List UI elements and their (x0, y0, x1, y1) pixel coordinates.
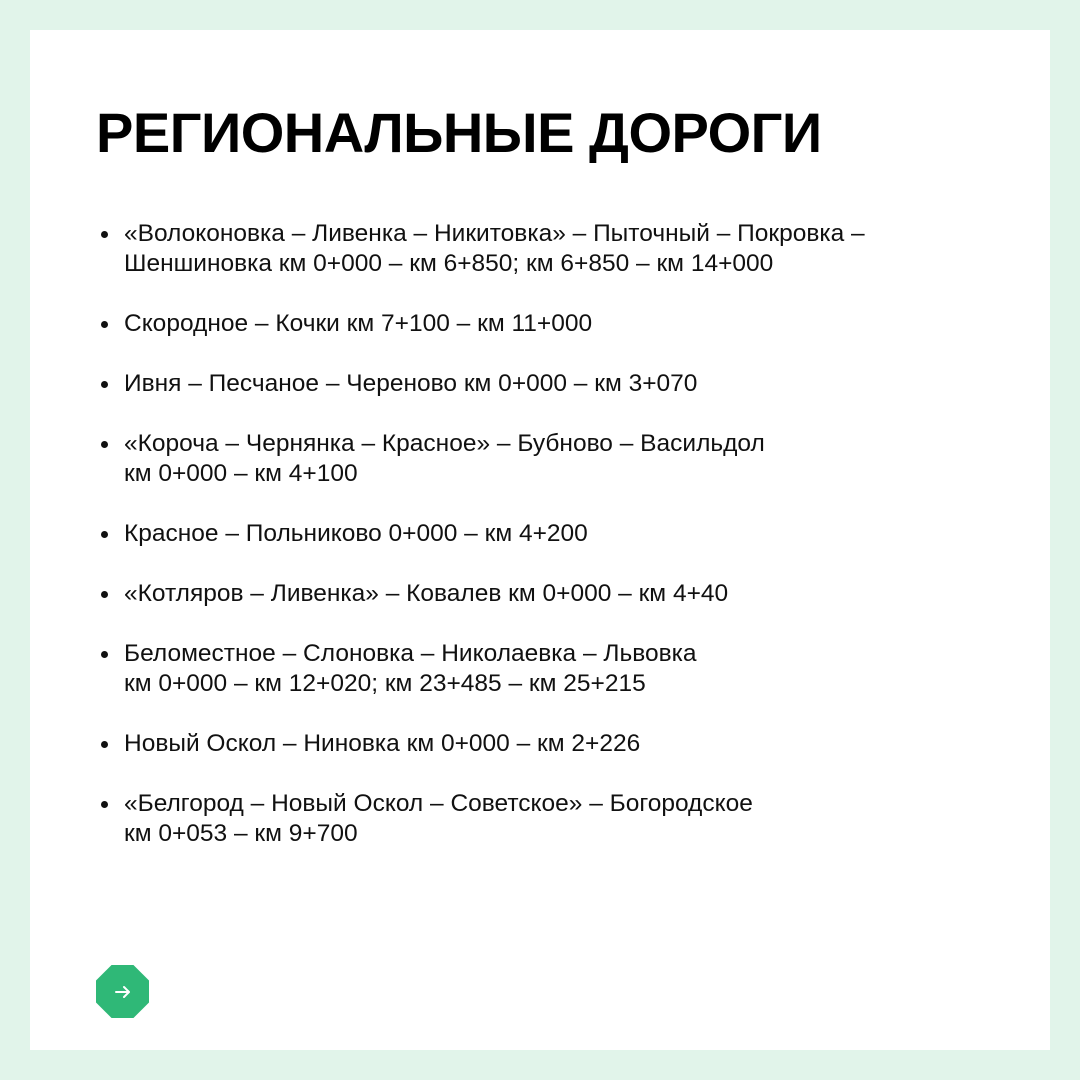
bullet-icon (101, 651, 108, 658)
road-text-line: Скородное – Кочки км 7+100 – км 11+000 (124, 310, 593, 337)
bullet-icon (101, 801, 108, 808)
list-item (124, 639, 1024, 699)
bullet-icon (101, 321, 108, 328)
road-text-line: Шеншиновка км 0+000 – км 6+850; км 6+850 – км 14+000 (124, 250, 774, 277)
road-text-line: км 0+000 – км 12+020; км 23+485 – км 25+215 (124, 670, 646, 697)
road-text-line: км 0+053 – км 9+700 (124, 820, 358, 847)
road-text-line: «Короча – Чернянка – Красное» – Бубново – Васильдол (124, 430, 765, 457)
bullet-icon (101, 441, 108, 448)
bullet-icon (101, 531, 108, 538)
list-item (124, 579, 1024, 609)
road-text-line: Красное – Польниково 0+000 – км 4+200 (124, 520, 588, 547)
road-list (124, 219, 1024, 879)
bullet-icon (101, 741, 108, 748)
road-text-line: Новый Оскол – Ниновка км 0+000 – км 2+226 (124, 730, 641, 757)
list-item (124, 309, 1024, 339)
road-text-line: Ивня – Песчаное – Череново км 0+000 – км 3+070 (124, 370, 698, 397)
bullet-icon (101, 591, 108, 598)
content-card (30, 30, 1050, 1050)
road-text-line: «Котляров – Ливенка» – Ковалев км 0+000 – км 4+40 (124, 580, 729, 607)
road-text-line: Беломестное – Слоновка – Николаевка – Львовка (124, 640, 697, 667)
road-text-line: км 0+000 – км 4+100 (124, 460, 358, 487)
list-item (124, 519, 1024, 549)
bullet-icon (101, 381, 108, 388)
next-button[interactable] (96, 965, 149, 1018)
road-text-line: «Белгород – Новый Оскол – Советское» – Богородское (124, 790, 753, 817)
list-item (124, 219, 1024, 279)
page-title: РЕГИОНАЛЬНЫЕ ДОРОГИ (96, 101, 822, 164)
list-item (124, 369, 1024, 399)
list-item (124, 729, 1024, 759)
list-item (124, 429, 1024, 489)
bullet-icon (101, 231, 108, 238)
road-text-line: «Волоконовка – Ливенка – Никитовка» – Пыточный – Покровка – (124, 220, 865, 247)
list-item (124, 789, 1024, 849)
arrow-right-icon (113, 982, 133, 1002)
